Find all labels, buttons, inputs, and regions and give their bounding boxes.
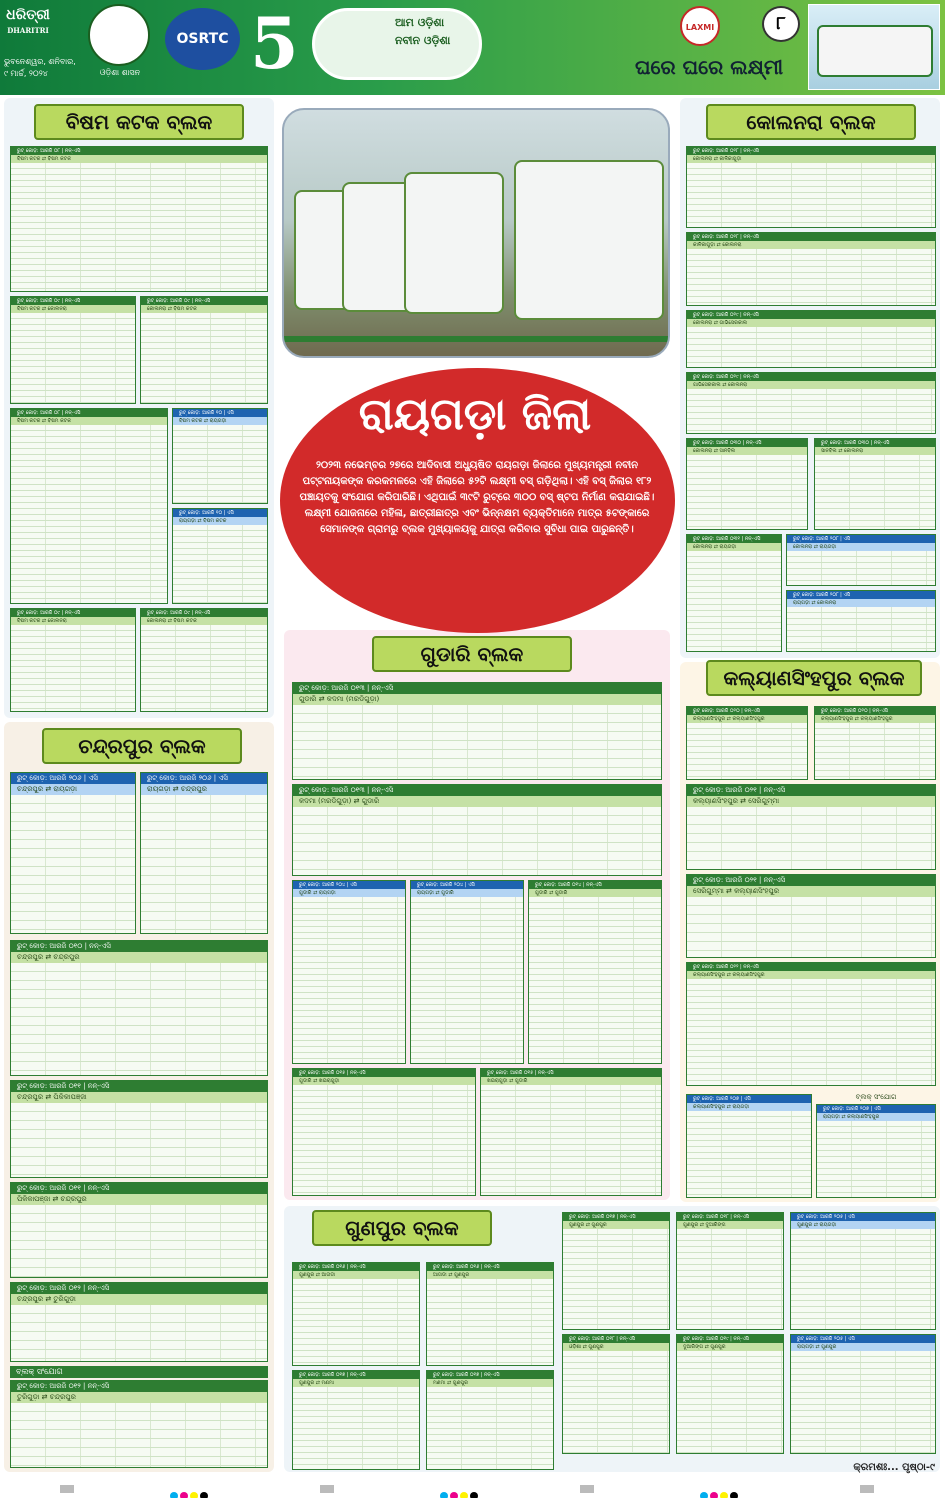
route-table-ks1 <box>686 706 808 780</box>
district-title: ରାୟଗଡ଼ା ଜିଲା <box>358 389 592 440</box>
route-endpoints: ଗୁଣପୁର ⇄ ଆତାଡା <box>293 1271 419 1279</box>
yellow-dot-icon <box>460 1492 468 1498</box>
route-code: ରୁଟ୍ କୋଡ଼: ଆରଜି ୦୧୧ | ନନ୍-ଏସି <box>11 1183 267 1194</box>
timetable-grid <box>293 897 405 1063</box>
route-table-g4 <box>410 880 524 1064</box>
route-table-c3 <box>10 940 268 1076</box>
kalyansinghpur-banner: କଲ୍ୟାଣସିଂହପୁର ବ୍ଲକ <box>706 660 922 696</box>
kolnara-banner: କୋଲନରା ବ୍ଲକ <box>706 104 916 140</box>
bus-photo <box>808 4 940 90</box>
route-endpoints: ଗୁଣପୁର ⇄ ମଣମା <box>293 1379 419 1387</box>
route-endpoints: ମଣମା ⇄ ଗୁଣପୁର <box>427 1379 553 1387</box>
route-code: ରୁଟ୍ କୋଡ଼: ଆରଜି ୦୧୮ | ନନ୍-ଏସି <box>563 1335 669 1343</box>
route-code: ରୁଟ୍ କୋଡ଼: ଆରଜି ୦୧୩ | ନନ୍-ଏସି <box>293 785 661 796</box>
registration-bar <box>60 1485 74 1493</box>
laxmi-badge-icon: LAXMI <box>680 6 720 46</box>
route-endpoints: ରାୟଗଡ଼ା ⇄ ଚନ୍ଦ୍ରପୁର <box>141 784 267 795</box>
route-table-bc2 <box>10 296 136 404</box>
color-registration-marks <box>440 1485 500 1493</box>
route-endpoints: କୋଲନରା ⇄ ରାୟଗଡ଼ା <box>787 543 935 551</box>
timetable-grid <box>293 705 661 779</box>
route-endpoints: କୋଲନରା ⇄ ସାନବିଲ <box>687 447 807 455</box>
route-endpoints: ବିଷମ କଟକ ⇄ ବିଷମ କଟକ <box>11 155 267 163</box>
magenta-dot-icon <box>450 1492 458 1498</box>
osrtc-logo: OSRTC <box>165 8 240 70</box>
route-table-bc5 <box>172 408 268 504</box>
timetable-grid <box>687 249 935 305</box>
route-table-gu6 <box>292 1370 420 1470</box>
route-code: ରୁଟ୍ କୋଡ଼: ଆରଜି ୨୦୫ | ଏସି <box>791 1335 935 1343</box>
timetable-grid <box>11 1205 267 1277</box>
route-code: ରୁଟ୍ କୋଡ଼: ଆରଜି ୦୧୧ | ନନ୍-ଏସି <box>11 1081 267 1092</box>
black-dot-icon <box>200 1492 208 1498</box>
route-table-g3 <box>292 880 406 1064</box>
route-endpoints: ବିଷମ କଟକ ⇄ ବିଷମ କଟକ <box>11 417 167 425</box>
timetable-grid <box>687 455 807 529</box>
timetable-grid <box>11 795 135 933</box>
timetable-grid <box>427 1387 553 1469</box>
route-endpoints: କଦମା (ମରଡିଗୁଡ଼ା) ⇄ ଗୁଡାରି <box>293 796 661 807</box>
timetable-grid <box>791 1229 935 1329</box>
route-table-g7 <box>480 1068 662 1196</box>
timetable-grid <box>173 525 267 603</box>
route-code: ରୁଟ୍ କୋଡ଼: ଆରଜି ୦୩୦ | ନନ୍-ଏସି <box>687 439 807 447</box>
route-endpoints: କୋଲନରା ⇄ ବିଷମ କଟକ <box>141 305 267 313</box>
masthead <box>0 0 945 95</box>
lakshmi-buses-photo <box>282 108 670 358</box>
route-endpoints: ସେରିଗୁମ୍ମା ⇄ କଲ୍ୟାଣସିଂହପୁର <box>687 886 935 897</box>
route-table-k6 <box>814 438 936 530</box>
route-code: ରୁଟ୍ କୋଡ଼: ଆରଜି ୦୧୨ | ନନ୍-ଏସି <box>11 1381 267 1392</box>
route-code: ରୁଟ୍ କୋଡ଼: ଆରଜି ୨୦୬ | ଏସି <box>11 773 135 784</box>
route-table-k9 <box>786 590 936 652</box>
route-endpoints: ଚନ୍ଦ୍ରପୁର ⇄ ପିକିକାପଞ୍ଜା <box>11 1092 267 1103</box>
yellow-dot-icon <box>190 1492 198 1498</box>
route-table-gu4 <box>676 1212 784 1330</box>
ground-stripe <box>284 336 668 342</box>
route-endpoints: ଆତାଡା ⇄ ଗୁଣପୁର <box>427 1271 553 1279</box>
route-endpoints: ଓଡ଼ିଶା ⇄ ଗୁଣପୁର <box>563 1343 669 1351</box>
route-code: ରୁଟ୍ କୋଡ଼: ଆରଜି ୦୨୦ | ନନ୍-ଏସି <box>687 707 807 715</box>
odisha-govt-seal-icon <box>88 4 150 66</box>
route-table-gu1 <box>292 1262 420 1366</box>
cyan-dot-icon <box>440 1492 448 1498</box>
route-endpoints: ଗୁଡାରି ⇄ କଦମା (ମରଡିଗୁଡ଼ା) <box>293 694 661 705</box>
route-code: ରୁଟ୍ କୋଡ଼: ଆରଜି ୦୧୪ | ନନ୍-ଏସି <box>529 881 661 889</box>
route-code: ରୁଟ୍ କୋଡ଼: ଆରଜି ୨୦୫ | ଏସି <box>791 1213 935 1221</box>
magenta-dot-icon <box>180 1492 188 1498</box>
route-code: ରୁଟ୍ କୋଡ଼: ଆରଜି ୦୧୫ | ନନ୍-ଏସି <box>481 1069 661 1077</box>
district-description: ୨୦୨୩ ନଭେମ୍ବର ୨୭ରେ ଆଦିବାସୀ ଅଧ୍ୟୁଷିତ ରାୟଗଡ଼ା ଜିଲାରେ ମୁଖ୍ୟମନ୍ତ୍ରୀ ନବୀନ ପଟ୍ଟନାୟକଙ୍କ କରକମଳରେ ଏହି ଜିଲାରେ ୫୨ଟି ଲକ୍ଷ୍ମୀ ବସ୍ ଗଡ଼ିଥିଲା। ଏହି ବସ୍ ଜିଲାର ୧୮୨ ପଞ୍ଚାୟତକୁ ସଂଯୋଗ କରିପାରିଛି। ଏଥିପାଇଁ ୩୯ଟି ରୁଟ୍‌ରେ ୩୦୦ ବସ୍ ଷ୍ଟପ ନିର୍ମାଣ କରାଯାଇଛି। ଲକ୍ଷ୍ମୀ ଯୋଜନାରେ ମହିଳା, ଛାତ୍ରୀଛାତ୍ର ଏବଂ ଭିନ୍ନକ୍ଷମ ବ୍ୟକ୍ତିମାନେ ମାତ୍ର ୫ଟଙ୍କାରେ ସେମାନଙ୍କ ଗ୍ରାମରୁ ବ୍ଲକ ମୁଖ୍ୟାଳୟକୁ ଯାତ୍ରା କରିବାର ସୁବିଧା ପାଇ ପାରୁଛନ୍ତି। <box>299 460 655 535</box>
route-table-gu7 <box>426 1370 554 1470</box>
timetable-grid <box>787 551 935 585</box>
route-code: ରୁଟ୍ କୋଡ଼: ଆରଜି ୦୧୩ | ନନ୍-ଏସି <box>293 683 661 694</box>
route-code: ରୁଟ୍ କୋଡ଼: ଆରଜି ୨୦୪ | ଏସି <box>293 881 405 889</box>
timetable-grid <box>427 1279 553 1365</box>
route-code: ରୁଟ୍ କୋଡ଼: ଆରଜି ୦୨୨ | ନନ୍-ଏସି <box>687 963 935 971</box>
route-table-k3 <box>686 310 936 368</box>
timetable-grid <box>687 163 935 227</box>
route-code: ରୁଟ୍ କୋଡ଼: ଆରଜି ୦୧୭ | ନନ୍-ଏସି <box>293 1371 419 1379</box>
route-table-k7 <box>686 534 782 652</box>
continued-note: କ୍ରମଶଃ... ପୃଷ୍ଠା-୯ <box>853 1462 935 1473</box>
route-endpoints: କାଳିକାଗୁଡ଼ା ⇄ କୋଲନରା <box>687 241 935 249</box>
route-code: ରୁଟ୍ କୋଡ଼: ଆରଜି ୧୦ | ଏସି <box>173 409 267 417</box>
registration-bar <box>320 1485 334 1493</box>
route-table-g1 <box>292 682 662 780</box>
route-endpoints: ଗାଭିସେରକାଲ ⇄ କୋଲନରା <box>687 381 935 389</box>
route-table-bc4 <box>10 408 168 604</box>
route-code: ରୁଟ୍ କୋଡ଼: ଆରଜି ୦୨୮ | ନନ୍-ଏସି <box>687 147 935 155</box>
route-endpoints: କଲ୍ୟାଣସିଂହପୁର ⇄ କଲ୍ୟାଣସିଂହପୁର <box>687 971 935 979</box>
route-endpoints: କୋଲନରା ⇄ କାଳିକାଗୁଡ଼ା <box>687 155 935 163</box>
route-endpoints: ଚନ୍ଦ୍ରପୁର ⇄ ରାୟଗଡ଼ା <box>11 784 135 795</box>
route-endpoints: ବିଷମ କଟକ ⇄ ରାୟଗଡ଼ା <box>173 417 267 425</box>
route-endpoints: କୋଲନରା ⇄ ବିଷମ କଟକ <box>141 617 267 625</box>
route-endpoints: ଗୁଣପୁର ⇄ ଦୁଆରିଙ୍ଗ <box>677 1221 783 1229</box>
route-code: ରୁଟ୍ କୋଡ଼: ଆରଜି ୨୦୮ | ଏସି <box>787 535 935 543</box>
timetable-grid <box>687 551 781 651</box>
route-code: ରୁଟ୍ କୋଡ଼: ଆରଜି ୦୮ | ନନ୍-ଏସି <box>11 147 267 155</box>
timetable-grid <box>11 1403 267 1467</box>
route-endpoints: ଖଇରାଗୁଡ଼ା ⇄ ଗୁଡାରି <box>481 1077 661 1085</box>
route-endpoints: କୋଲନରା ⇄ ରାୟଗଡ଼ା <box>687 543 781 551</box>
yellow-dot-icon <box>720 1492 728 1498</box>
timetable-grid <box>687 327 935 367</box>
route-table-bc7 <box>10 608 136 712</box>
route-table-ks3 <box>686 784 936 870</box>
route-endpoints: ରାୟଗଡ଼ା ⇄ ଗୁଡାରି <box>411 889 523 897</box>
seal-label: ଓଡ଼ିଶା ଶାସନ <box>99 68 141 77</box>
route-endpoints: ରାୟଗଡ଼ା ⇄ କୋଲନରା <box>787 599 935 607</box>
timetable-grid <box>677 1351 783 1453</box>
timetable-grid <box>11 625 135 711</box>
chandrapur-banner: ଚନ୍ଦ୍ରପୁର ବ୍ଲକ <box>42 728 242 764</box>
route-code: ରୁଟ୍ କୋଡ଼: ଆରଜି ୦୯ | ନନ୍-ଏସି <box>11 297 135 305</box>
dharitri-logo[interactable] <box>4 4 52 48</box>
route-table-g2 <box>292 784 662 876</box>
timetable-grid <box>293 1085 475 1195</box>
color-registration-marks <box>170 1485 230 1493</box>
route-table-bc1 <box>10 146 268 292</box>
route-table-gu10 <box>790 1334 936 1454</box>
route-code: ରୁଟ୍ କୋଡ଼: ଆରଜି ୦୧୮ | ନନ୍-ଏସି <box>677 1213 783 1221</box>
timetable-grid <box>815 723 935 779</box>
color-registration-marks <box>700 1485 760 1493</box>
bus-icon <box>817 25 933 77</box>
route-endpoints: କଲ୍ୟାଣସିଂହପୁର ⇄ କଲ୍ୟାଣସିଂହପୁର <box>815 715 935 723</box>
timetable-grid <box>687 979 935 1085</box>
timetable-grid <box>687 723 807 779</box>
route-table-k2 <box>686 232 936 306</box>
timetable-grid <box>563 1351 669 1453</box>
route-code: ରୁଟ୍ କୋଡ଼: ଆରଜି ୦୧୬ | ନନ୍-ଏସି <box>293 1263 419 1271</box>
bishama-cuttack-banner: ବିଷମ କଟକ ବ୍ଲକ <box>34 104 244 140</box>
route-code: ରୁଟ୍ କୋଡ଼: ଆରଜି ୦୨୯ | ନନ୍-ଏସି <box>687 311 935 319</box>
route-code: ରୁଟ୍ କୋଡ଼: ଆରଜି ୨୦୭ | ଏସି <box>687 1095 811 1103</box>
route-code: ରୁଟ୍ କୋଡ଼: ଆରଜି ୦୨୦ | ନନ୍-ଏସି <box>815 707 935 715</box>
timetable-grid <box>11 163 267 291</box>
timetable-grid <box>11 1305 267 1361</box>
route-table-gu2 <box>426 1262 554 1366</box>
timetable-grid <box>815 455 935 529</box>
route-table-ks2 <box>814 706 936 780</box>
route-endpoints: ବିଷମ କଟକ ⇄ କୋଲନରା <box>11 305 135 313</box>
route-endpoints: ସାନବିଲ ⇄ କୋଲନରା <box>815 447 935 455</box>
registration-bar <box>860 1485 874 1493</box>
route-code: ରୁଟ୍ କୋଡ଼: ଆରଜି ୦୧୬ | ନନ୍-ଏସି <box>427 1263 553 1271</box>
route-table-bc3 <box>140 296 268 404</box>
route-endpoints: ରାୟଗଡ଼ା ⇄ ବିଷମ କଟକ <box>173 517 267 525</box>
route-table-c6 <box>10 1282 268 1362</box>
ama-odisha-text <box>395 14 450 50</box>
route-endpoints: ଚନ୍ଦ୍ରପୁର ⇄ ତୁରିଗୁଡ଼ା <box>11 1294 267 1305</box>
timetable-grid <box>791 1351 935 1453</box>
route-table-k8 <box>786 534 936 586</box>
timetable-grid <box>11 425 167 603</box>
route-endpoints: ଚନ୍ଦ୍ରପୁର ⇄ ଚନ୍ଦ୍ରପୁର <box>11 952 267 963</box>
timetable-grid <box>293 807 661 875</box>
five-t-logo: 5 <box>250 2 299 85</box>
timetable-grid <box>563 1229 669 1329</box>
ama-line-2: ନବୀନ ଓଡ଼ିଶା <box>395 34 451 47</box>
route-table-c2 <box>140 772 268 934</box>
registration-bar <box>580 1485 594 1493</box>
magenta-dot-icon <box>710 1492 718 1498</box>
route-endpoints: ରାୟଗଡ଼ା ⇄ କଲ୍ୟାଣସିଂହପୁର <box>817 1113 935 1121</box>
timetable-grid <box>529 897 661 1063</box>
timetable-grid <box>141 625 267 711</box>
route-code: ରୁଟ୍ କୋଡ଼: ଆରଜି ୦୯ | ନନ୍-ଏସି <box>141 609 267 617</box>
route-endpoints: ରାୟଗଡ଼ା ⇄ ଗୁଣପୁର <box>791 1343 935 1351</box>
route-endpoints: ଦୁଆରିଙ୍ଗ ⇄ ଗୁଣପୁର <box>677 1343 783 1351</box>
cyan-dot-icon <box>170 1492 178 1498</box>
timetable-grid <box>817 1121 935 1197</box>
route-code: ରୁଟ୍ କୋଡ଼: ଆରଜି ୧୦ | ଏସି <box>173 509 267 517</box>
route-code: ରୁଟ୍ କୋଡ଼: ଆରଜି ୦୧୭ | ନନ୍-ଏସି <box>427 1371 553 1379</box>
gudari-banner: ଗୁଡାରି ବ୍ଲକ <box>372 636 572 672</box>
route-code: ରୁଟ୍ କୋଡ଼: ଆରଜି ୦୮ | ନନ୍-ଏସି <box>11 409 167 417</box>
route-code: ରୁଟ୍ କୋଡ଼: ଆରଜି ୨୦୬ | ଏସି <box>141 773 267 784</box>
route-table-ks7 <box>816 1104 936 1198</box>
route-endpoints: କଲ୍ୟାଣସିଂହପୁର ⇄ କଲ୍ୟାଣସିଂହପୁର <box>687 715 807 723</box>
route-code: ରୁଟ୍ କୋଡ଼: ଆରଜି ୦୧୦ | ନନ୍-ଏସି <box>11 941 267 952</box>
route-table-bc6 <box>172 508 268 604</box>
route-table-c5 <box>10 1182 268 1278</box>
timetable-grid <box>11 313 135 403</box>
route-endpoints: ଗୁଣପୁର ⇄ ଗୁଣପୁର <box>563 1221 669 1229</box>
route-code: ରୁଟ୍ କୋଡ଼: ଆରଜି ୦୧୨ | ନନ୍-ଏସି <box>11 1283 267 1294</box>
timetable-grid <box>411 897 523 1063</box>
bus-icon <box>404 172 504 314</box>
timetable-grid <box>481 1085 661 1195</box>
route-table-bc8 <box>140 608 268 712</box>
route-table-c1 <box>10 772 136 934</box>
laxmi-logo <box>640 6 760 52</box>
timetable-grid <box>293 1387 419 1469</box>
route-endpoints: ବିଷମ କଟକ ⇄ କୋଲନରା <box>11 617 135 625</box>
route-table-gu3 <box>562 1212 670 1330</box>
route-code: ରୁଟ୍ କୋଡ଼: ଆରଜି ୦୧୭ | ନନ୍-ଏସି <box>563 1213 669 1221</box>
route-table-c7 <box>10 1380 268 1468</box>
route-endpoints: ଗୁଣପୁର ⇄ ରାୟଗଡ଼ା <box>791 1221 935 1229</box>
route-table-g6 <box>292 1068 476 1196</box>
route-endpoints: କଲ୍ୟାଣସିଂହପୁର ⇄ ରାୟଗଡ଼ା <box>687 1103 811 1111</box>
route-endpoints: ପିକିକାପଞ୍ଜା ⇄ ଚନ୍ଦ୍ରପୁର <box>11 1194 267 1205</box>
route-table-ks4 <box>686 874 936 958</box>
timetable-grid <box>687 897 935 957</box>
route-endpoints: ଗୁଡାରି ⇄ ଖଇରାଗୁଡ଼ା <box>293 1077 475 1085</box>
timetable-grid <box>11 1103 267 1177</box>
route-code: ରୁଟ୍ କୋଡ଼: ଆରଜି ୦୧୯ | ନନ୍-ଏସି <box>677 1335 783 1343</box>
timetable-grid <box>141 795 267 933</box>
route-table-c4 <box>10 1080 268 1178</box>
route-code: ରୁଟ୍ କୋଡ଼: ଆରଜି ୦୨୮ | ନନ୍-ଏସି <box>687 233 935 241</box>
route-endpoints: କଲ୍ୟାଣସିଂହପୁର ⇄ ସେରିଗୁମ୍ମା <box>687 796 935 807</box>
page-number: ୮ <box>762 6 800 42</box>
route-table-ks5 <box>686 962 936 1086</box>
route-endpoints: କୋଲନରା ⇄ ଗାଭିସେରକାଲ <box>687 319 935 327</box>
route-table-k1 <box>686 146 936 228</box>
route-table-k5 <box>686 438 808 530</box>
route-table-gu9 <box>676 1334 784 1454</box>
gunupur-banner: ଗୁଣପୁର ବ୍ଲକ <box>312 1210 492 1246</box>
route-table-gu5 <box>790 1212 936 1330</box>
block-connection-label: ବ୍ଲକ୍ ସଂଯୋଗ <box>10 1366 268 1378</box>
timetable-grid <box>787 607 935 651</box>
route-code: ରୁଟ୍ କୋଡ଼: ଆରଜି ୦୯ | ନନ୍-ଏସି <box>141 297 267 305</box>
route-endpoints: ଗୁଡାରି ⇄ ଗୁଡାରି <box>529 889 661 897</box>
paper-name-en: DHARITRI <box>7 26 49 35</box>
paper-name: ଧରିତ୍ରୀ <box>6 7 50 23</box>
route-code: ରୁଟ୍ କୋଡ଼: ଆରଜି ୦୨୯ | ନନ୍-ଏସି <box>687 373 935 381</box>
bus-icon <box>514 160 664 320</box>
timetable-grid <box>173 425 267 503</box>
timetable-grid <box>677 1229 783 1329</box>
route-code: ରୁଟ୍ କୋଡ଼: ଆରଜି ୨୦୭ | ଏସି <box>817 1105 935 1113</box>
route-table-k4 <box>686 372 936 434</box>
route-table-ks6 <box>686 1094 812 1198</box>
route-code: ରୁଟ୍ କୋଡ଼: ଆରଜି ୦୨୧ | ନନ୍-ଏସି <box>687 785 935 796</box>
route-table-gu8 <box>562 1334 670 1454</box>
timetable-grid <box>141 313 267 403</box>
publication-date: ଭୁବନେଶ୍ୱର, ଶନିବାର, ୯ ମାର୍ଚ୍ଚ, ୨୦୨୪ <box>4 57 76 78</box>
cyan-dot-icon <box>700 1492 708 1498</box>
timetable-grid <box>687 1111 811 1197</box>
ama-line-1: ଆମ ଓଡ଼ିଶା <box>395 16 445 29</box>
route-code: ରୁଟ୍ କୋଡ଼: ଆରଜି ୨୦୪ | ଏସି <box>411 881 523 889</box>
black-dot-icon <box>730 1492 738 1498</box>
route-code: ରୁଟ୍ କୋଡ଼: ଆରଜି ୦୨୧ | ନନ୍-ଏସି <box>687 875 935 886</box>
block-connection-label: ବ୍ଲକ୍ ସଂଯୋଗ <box>855 1093 897 1101</box>
timetable-grid <box>293 1279 419 1365</box>
route-code: ରୁଟ୍ କୋଡ଼: ଆରଜି ୨୦୮ | ଏସି <box>787 591 935 599</box>
route-code: ରୁଟ୍ କୋଡ଼: ଆରଜି ୦୧୫ | ନନ୍-ଏସି <box>293 1069 475 1077</box>
route-endpoints: ଗୁଡାରି ⇄ ରାୟଗଡ଼ା <box>293 889 405 897</box>
timetable-grid <box>687 807 935 869</box>
timetable-grid <box>11 963 267 1075</box>
route-code: ରୁଟ୍ କୋଡ଼: ଆରଜି ୦୩୧ | ନନ୍-ଏସି <box>687 535 781 543</box>
route-table-g5 <box>528 880 662 1064</box>
black-dot-icon <box>470 1492 478 1498</box>
route-code: ରୁଟ୍ କୋଡ଼: ଆରଜି ୦୩୦ | ନନ୍-ଏସି <box>815 439 935 447</box>
route-endpoints: ତୁରିଗୁଡ଼ା ⇄ ଚନ୍ଦ୍ରପୁର <box>11 1392 267 1403</box>
tagline: ଘରେ ଘରେ ଲକ୍ଷ୍ମୀ <box>635 55 784 79</box>
route-code: ରୁଟ୍ କୋଡ଼: ଆରଜି ୦୯ | ନନ୍-ଏସି <box>11 609 135 617</box>
timetable-grid <box>687 389 935 433</box>
